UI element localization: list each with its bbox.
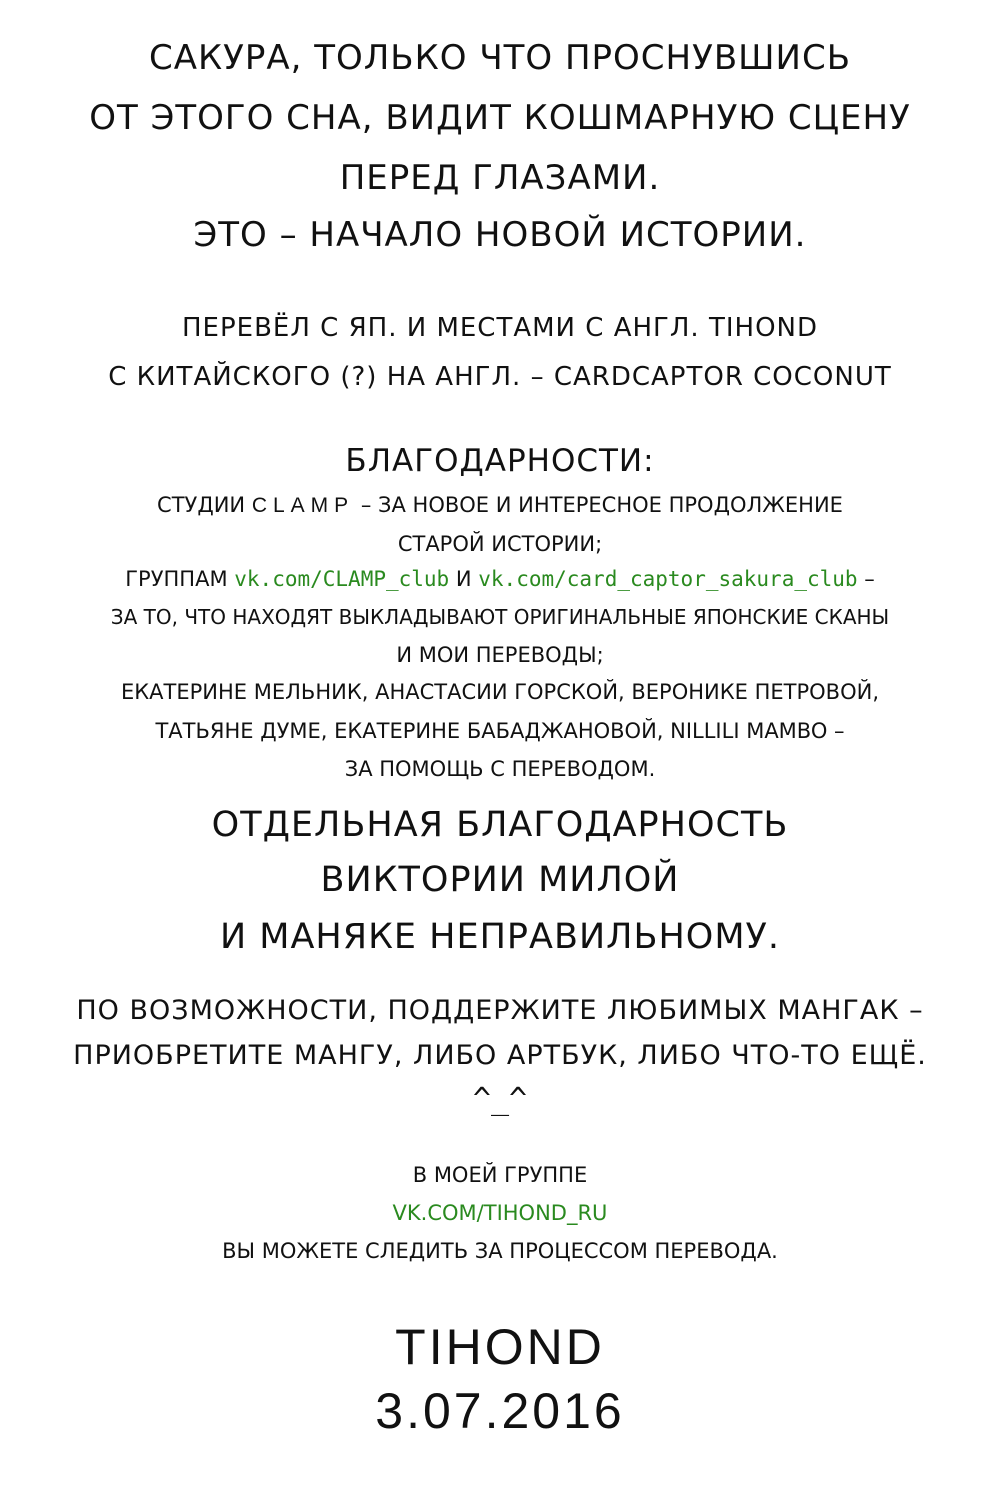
signature-name: TIHOND xyxy=(395,1319,605,1375)
credits-line-2: С КИТАЙСКОГО (?) НА АНГЛ. – CARDCAPTOR COCONUT xyxy=(108,362,892,392)
intro-line-3: ПЕРЕД ГЛАЗАМИ. xyxy=(339,158,661,198)
tihond-group-link[interactable]: VK.COM/TIHOND_RU xyxy=(392,1201,608,1225)
credits-line-1: ПЕРЕВЁЛ С ЯП. И МЕСТАМИ С АНГЛ. TIHOND xyxy=(182,313,818,343)
special-line-1: ОТДЕЛЬНАЯ БЛАГОДАРНОСТЬ xyxy=(211,805,789,845)
group-line-1: В МОЕЙ ГРУППЕ xyxy=(412,1163,588,1187)
clamp-name: CLAMP xyxy=(251,494,355,517)
emote-face: ^_^ xyxy=(472,1082,528,1117)
thanks-title: БЛАГОДАРНОСТИ: xyxy=(345,443,655,479)
intro-line-4: ЭТО – НАЧАЛО НОВОЙ ИСТОРИИ. xyxy=(193,215,807,255)
thanks-people-line-2: ТАТЬЯНЕ ДУМЕ, ЕКАТЕРИНЕ БАБАДЖАНОВОЙ, NILLILI MAMBO – xyxy=(155,719,845,743)
thanks-clamp-line xyxy=(0,493,1000,518)
thanks-groups-suffix: – xyxy=(857,567,875,591)
sakura-club-link[interactable]: vk.com/card_captor_sakura_club xyxy=(478,567,858,591)
group-link-row xyxy=(0,1201,1000,1225)
intro-line-2: ОТ ЭТОГО СНА, ВИДИТ КОШМАРНУЮ СЦЕНУ xyxy=(89,98,911,138)
thanks-clamp-line-2: СТАРОЙ ИСТОРИИ; xyxy=(397,532,603,556)
thanks-groups-prefix: ГРУППАМ xyxy=(125,567,235,591)
special-line-2: ВИКТОРИИ МИЛОЙ xyxy=(320,860,680,900)
thanks-groups-line xyxy=(0,567,1000,591)
thanks-clamp-suffix: – ЗА НОВОЕ И ИНТЕРЕСНОЕ ПРОДОЛЖЕНИЕ xyxy=(354,493,843,517)
thanks-groups-and: И xyxy=(449,567,479,591)
group-line-3: ВЫ МОЖЕТЕ СЛЕДИТЬ ЗА ПРОЦЕССОМ ПЕРЕВОДА. xyxy=(222,1239,778,1263)
special-line-3: И МАНЯКЕ НЕПРАВИЛЬНОМУ. xyxy=(219,917,780,957)
signature-date: 3.07.2016 xyxy=(375,1383,625,1439)
thanks-groups-line-2: ЗА ТО, ЧТО НАХОДЯТ ВЫКЛАДЫВАЮТ ОРИГИНАЛЬНЫЕ ЯПОНСКИЕ СКАНЫ xyxy=(110,605,890,629)
thanks-clamp-prefix: СТУДИИ xyxy=(157,493,252,517)
thanks-people-line-1: ЕКАТЕРИНЕ МЕЛЬНИК, АНАСТАСИИ ГОРСКОЙ, ВЕРОНИКЕ ПЕТРОВОЙ, xyxy=(120,680,879,704)
support-line-1: ПО ВОЗМОЖНОСТИ, ПОДДЕРЖИТЕ ЛЮБИМЫХ МАНГАК – xyxy=(76,995,924,1026)
thanks-people-line-3: ЗА ПОМОЩЬ С ПЕРЕВОДОМ. xyxy=(344,757,656,781)
support-line-2: ПРИОБРЕТИТЕ МАНГУ, ЛИБО АРТБУК, ЛИБО ЧТО-ТО ЕЩЁ. xyxy=(73,1040,927,1071)
clamp-club-link[interactable]: vk.com/CLAMP_club xyxy=(234,567,450,591)
thanks-groups-line-3: И МОИ ПЕРЕВОДЫ; xyxy=(396,643,604,667)
intro-line-1: САКУРА, ТОЛЬКО ЧТО ПРОСНУВШИСЬ xyxy=(148,38,852,78)
